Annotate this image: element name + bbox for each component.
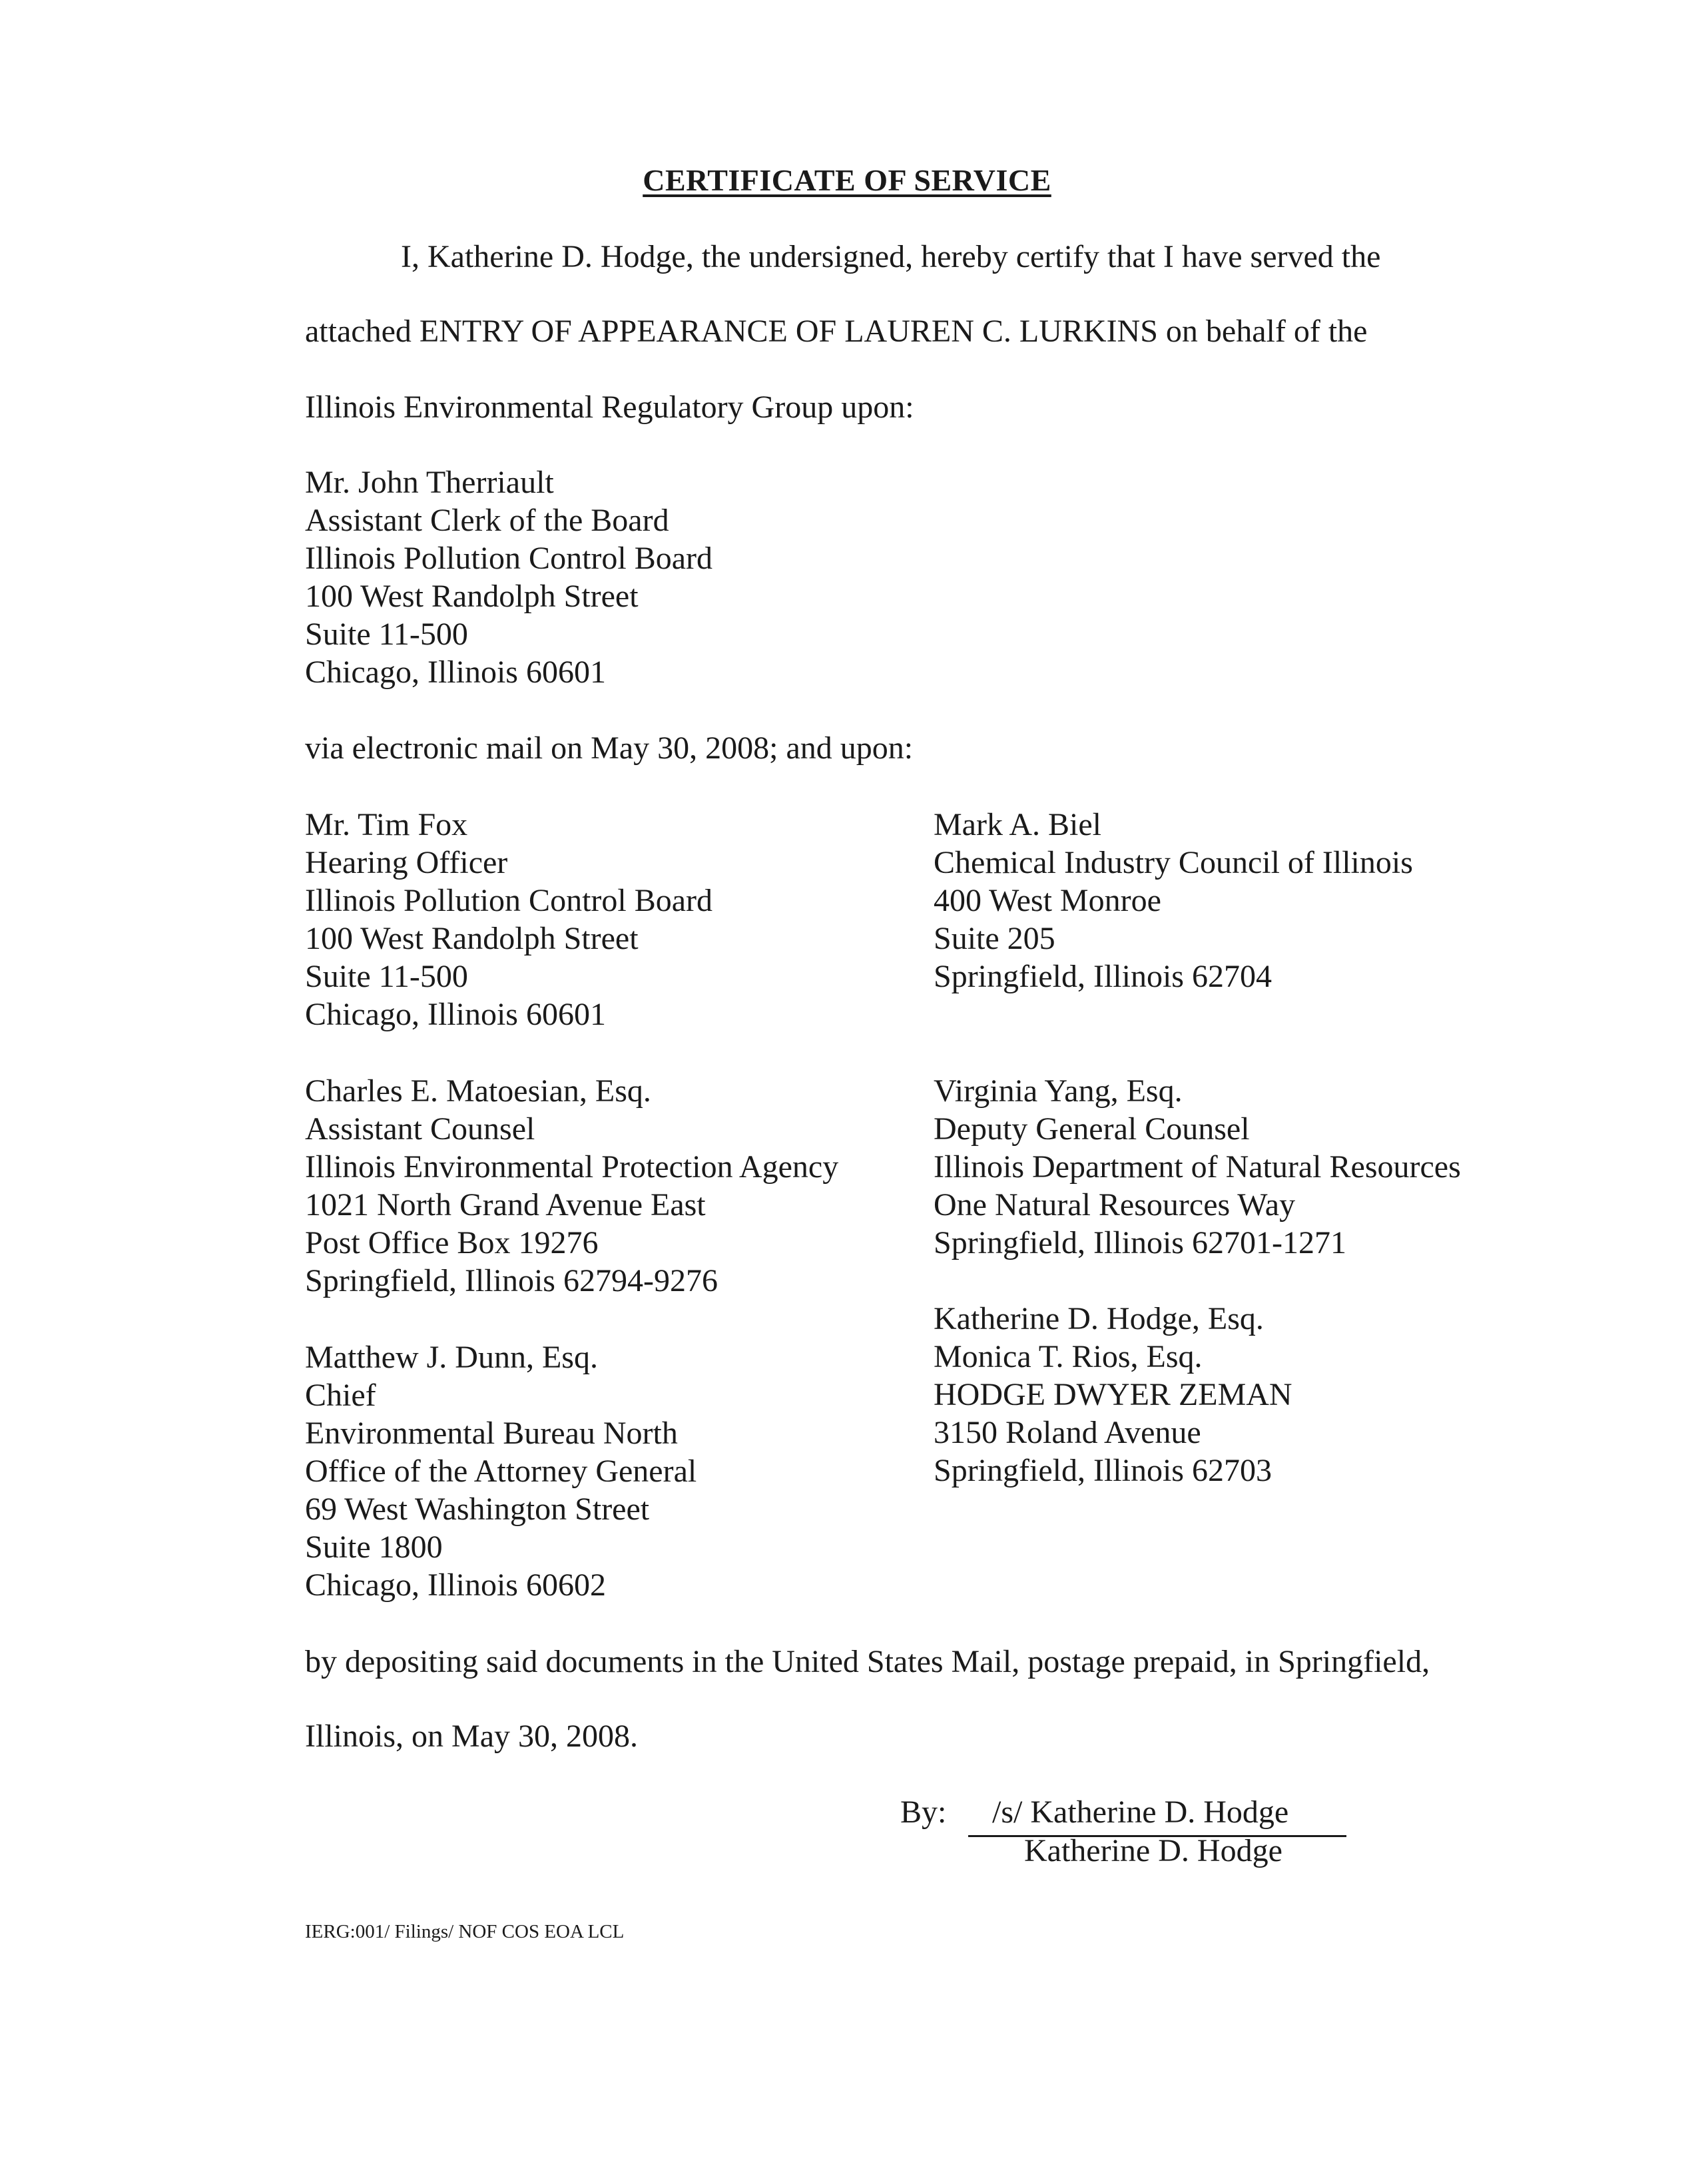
signature-electronic: /s/ Katherine D. Hodge bbox=[992, 1794, 1289, 1830]
address-line: Katherine D. Hodge, Esq. bbox=[934, 1301, 1264, 1336]
address-line: Illinois Pollution Control Board bbox=[305, 541, 713, 576]
address-line: Environmental Bureau North bbox=[305, 1416, 678, 1451]
address-line: Chemical Industry Council of Illinois bbox=[934, 845, 1413, 880]
address-line: 3150 Roland Avenue bbox=[934, 1415, 1201, 1450]
address-line: Illinois Environmental Protection Agency bbox=[305, 1149, 839, 1185]
address-line: Virginia Yang, Esq. bbox=[934, 1073, 1183, 1109]
address-line: 100 West Randolph Street bbox=[305, 921, 639, 956]
address-line: Hearing Officer bbox=[305, 845, 508, 880]
address-line: 100 West Randolph Street bbox=[305, 579, 639, 614]
address-line: Suite 205 bbox=[934, 921, 1055, 956]
address-line: Mr. John Therriault bbox=[305, 465, 554, 500]
recipient-address-right-3 bbox=[934, 1300, 1292, 1490]
address-line: Springfield, Illinois 62703 bbox=[934, 1453, 1272, 1488]
recipient-address-left-1 bbox=[305, 806, 712, 1033]
address-line: Assistant Counsel bbox=[305, 1111, 535, 1147]
closing-line-2: Illinois, on May 30, 2008. bbox=[305, 1719, 638, 1754]
address-line: 400 West Monroe bbox=[934, 883, 1161, 918]
address-line: Suite 11-500 bbox=[305, 959, 468, 994]
intro-line-2: attached ENTRY OF APPEARANCE OF LAUREN C. LURKINS on behalf of the bbox=[305, 314, 1368, 349]
address-line: Suite 11-500 bbox=[305, 617, 468, 652]
address-line: Office of the Attorney General bbox=[305, 1454, 697, 1489]
recipient-address-left-3 bbox=[305, 1338, 697, 1604]
via-email-line: via electronic mail on May 30, 2008; and upon: bbox=[305, 730, 914, 766]
address-line: Illinois Department of Natural Resources bbox=[934, 1149, 1461, 1185]
signature-printed-name: Katherine D. Hodge bbox=[1024, 1833, 1282, 1868]
address-line: Chicago, Illinois 60601 bbox=[305, 655, 606, 690]
intro-line-1: I, Katherine D. Hodge, the undersigned, hereby certify that I have served the bbox=[401, 239, 1381, 274]
address-line: Mr. Tim Fox bbox=[305, 807, 468, 842]
address-line: Assistant Clerk of the Board bbox=[305, 503, 669, 538]
address-line: Chief bbox=[305, 1378, 376, 1413]
address-line: Matthew J. Dunn, Esq. bbox=[305, 1340, 598, 1375]
closing-line-1: by depositing said documents in the United States Mail, postage prepaid, in Springfield, bbox=[305, 1644, 1430, 1679]
address-line: Post Office Box 19276 bbox=[305, 1225, 599, 1260]
address-line: HODGE DWYER ZEMAN bbox=[934, 1377, 1292, 1412]
recipient-address-right-2 bbox=[934, 1072, 1461, 1262]
address-line: Springfield, Illinois 62794-9276 bbox=[305, 1263, 718, 1298]
intro-line-3: Illinois Environmental Regulatory Group upon: bbox=[305, 390, 914, 425]
address-line: Mark A. Biel bbox=[934, 807, 1101, 842]
address-line: One Natural Resources Way bbox=[934, 1187, 1296, 1223]
address-line: 69 West Washington Street bbox=[305, 1492, 650, 1527]
address-line: Chicago, Illinois 60601 bbox=[305, 997, 606, 1032]
address-line: Chicago, Illinois 60602 bbox=[305, 1567, 606, 1603]
address-line: Deputy General Counsel bbox=[934, 1111, 1250, 1147]
address-line: Suite 1800 bbox=[305, 1529, 443, 1565]
file-reference-footer: IERG:001/ Filings/ NOF COS EOA LCL bbox=[305, 1921, 625, 1942]
address-line: Springfield, Illinois 62701-1271 bbox=[934, 1225, 1346, 1260]
address-line: 1021 North Grand Avenue East bbox=[305, 1187, 706, 1223]
address-line: Monica T. Rios, Esq. bbox=[934, 1339, 1203, 1374]
address-line: Illinois Pollution Control Board bbox=[305, 883, 713, 918]
address-line: Springfield, Illinois 62704 bbox=[934, 959, 1272, 994]
signature-by-label: By: bbox=[900, 1794, 947, 1830]
primary-recipient-address bbox=[305, 463, 712, 691]
recipient-address-left-2 bbox=[305, 1072, 838, 1300]
recipient-address-right-1 bbox=[934, 806, 1413, 995]
address-line: Charles E. Matoesian, Esq. bbox=[305, 1073, 651, 1109]
page-title: CERTIFICATE OF SERVICE bbox=[643, 163, 1051, 197]
